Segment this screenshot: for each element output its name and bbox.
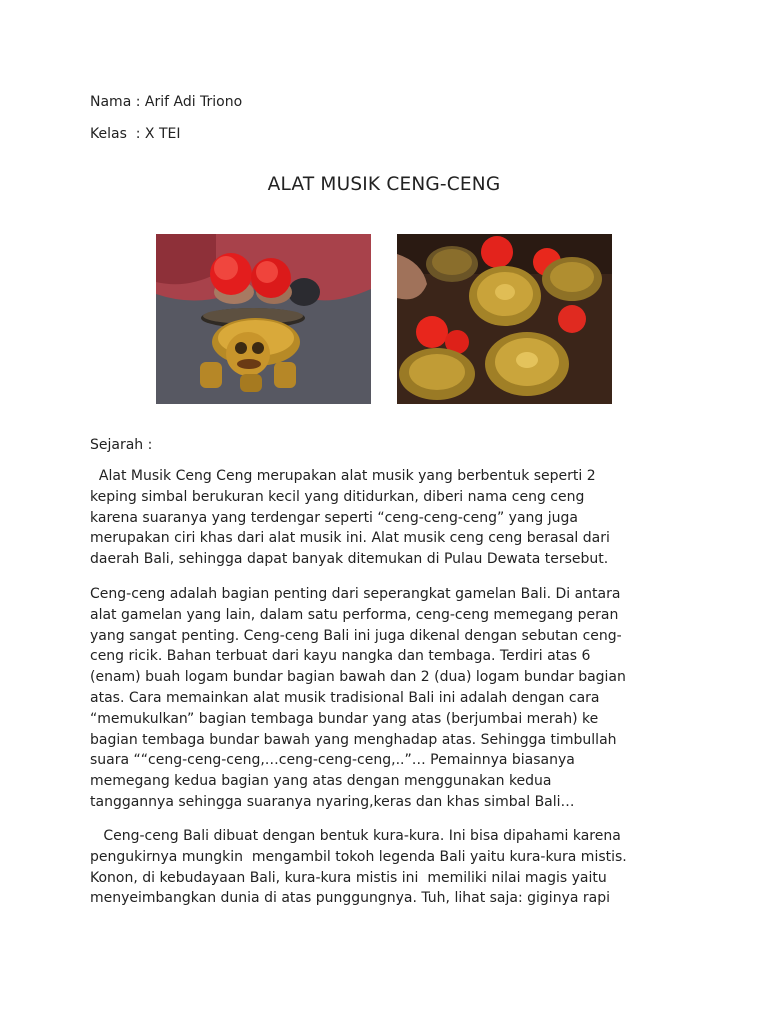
paragraph-line: karena suaranya yang terdengar seperti “ceng-ceng-ceng” yang juga [90, 509, 578, 526]
paragraph-line: tanggannya sehingga suaranya nyaring,keras dan khas simbal Bali… [90, 793, 575, 810]
paragraph-line: bagian tembaga bundar bawah yang menghadap atas. Sehingga timbullah [90, 731, 617, 748]
paragraph-line: Ceng-ceng adalah bagian penting dari seperangkat gamelan Bali. Di antara [90, 586, 621, 602]
paragraph-intro [90, 466, 680, 570]
document-title: ALAT MUSIK CENG-CENG [267, 174, 501, 195]
paragraph-line: pengukirnya mungkin mengambil tokoh legenda Bali yaitu kura-kura mistis. [90, 848, 627, 865]
student-class: Kelas : X TEI [90, 126, 181, 142]
paragraph-line: merupakan ciri khas dari alat musik ini. Alat musik ceng ceng berasal dari [90, 530, 610, 547]
paragraph-line: ceng ricik. Bahan terbuat dari kayu nangka dan tembaga. Terdiri atas 6 [90, 648, 591, 665]
paragraph-line: suara ““ceng-ceng-ceng,…ceng-ceng-ceng,..”… Pemainnya biasanya [90, 752, 575, 769]
cymbals-photo [397, 234, 612, 404]
paragraph-line: atas. Cara memainkan alat musik tradisional Bali ini adalah dengan cara [90, 689, 600, 706]
paragraph-line: “memukulkan” bagian tembaga bundar yang atas (berjumbai merah) ke [90, 710, 599, 727]
paragraph-line: alat gamelan yang lain, dalam satu performa, ceng-ceng memegang peran [90, 606, 619, 623]
ceng-ceng-turtle-photo [156, 234, 371, 404]
paragraph-gamelan [90, 584, 680, 813]
paragraph-line: Ceng-ceng Bali dibuat dengan bentuk kura-kura. Ini bisa dipahami karena [90, 828, 621, 844]
paragraph-line: Konon, di kebudayaan Bali, kura-kura mistis ini memiliki nilai magis yaitu [90, 869, 607, 886]
paragraph-line: keping simbal berukuran kecil yang ditidurkan, diberi nama ceng ceng [90, 488, 585, 505]
paragraph-line: memegang kedua bagian yang atas dengan menggunakan kedua [90, 773, 552, 790]
paragraph-turtle [90, 826, 680, 909]
paragraph-line: menyeimbangkan dunia di atas punggungnya. Tuh, lihat saja: giginya rapi [90, 890, 610, 907]
paragraph-line: yang sangat penting. Ceng-ceng Bali ini juga dikenal dengan sebutan ceng- [90, 627, 622, 644]
student-name: Nama : Arif Adi Triono [90, 94, 243, 110]
paragraph-line: Alat Musik Ceng Ceng merupakan alat musik yang berbentuk seperti 2 [90, 468, 596, 484]
section-label-history: Sejarah : [90, 437, 153, 453]
paragraph-line: daerah Bali, sehingga dapat banyak ditemukan di Pulau Dewata tersebut. [90, 551, 609, 568]
paragraph-line: (enam) buah logam bundar bagian bawah dan 2 (dua) logam bundar bagian [90, 669, 626, 686]
